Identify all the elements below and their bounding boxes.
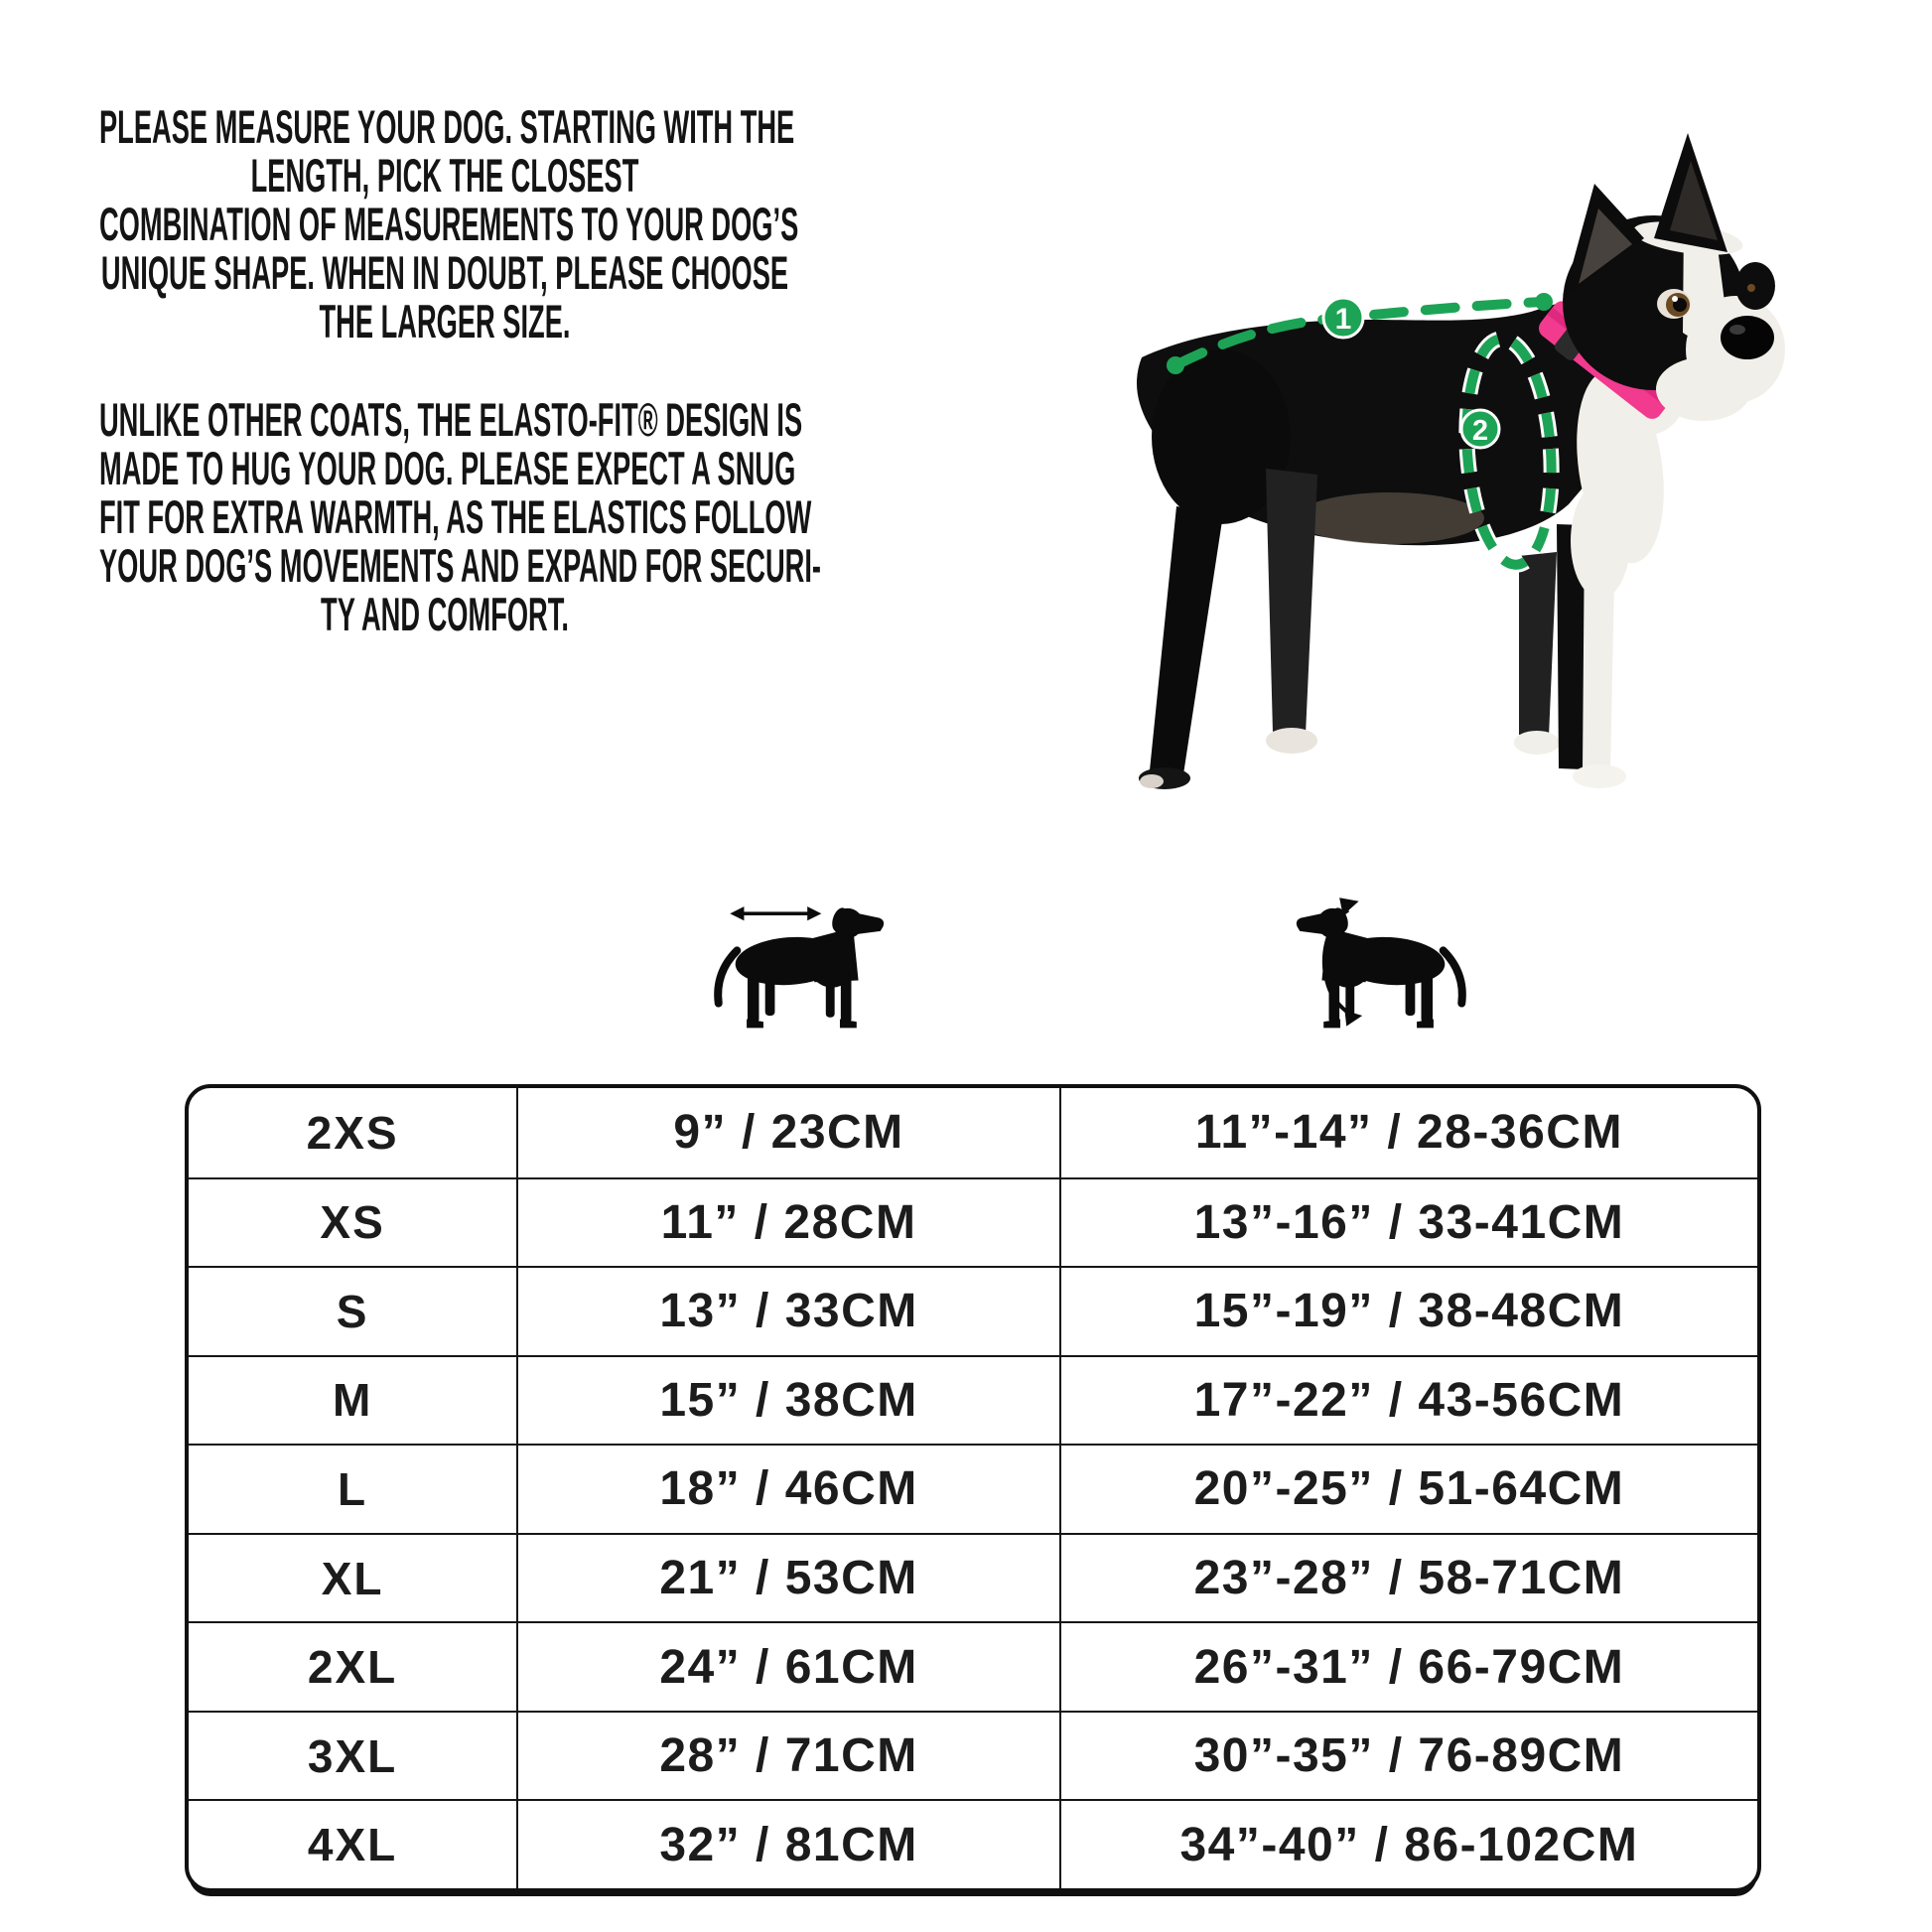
dog-nose (1721, 316, 1774, 359)
girth-cell: 11”-14” / 28-36CM (1059, 1088, 1757, 1177)
size-cell: 2XS (306, 1106, 399, 1159)
length-cell: 21” / 53CM (516, 1533, 1059, 1622)
length-cell: 11” / 28CM (516, 1177, 1059, 1267)
size-cell: L (189, 1444, 516, 1533)
size-cell: S (189, 1266, 516, 1355)
girth-cell: 17”-22” / 43-56CM (1059, 1355, 1757, 1445)
girth-cell: 34”-40” / 86-102CM (1059, 1799, 1757, 1888)
size-cell: XL (189, 1533, 516, 1622)
intro-line: PLEASE MEASURE YOUR DOG. STARTING WITH THE (99, 100, 795, 153)
girth-cell: 30”-35” / 76-89CM (1059, 1711, 1757, 1800)
length-cell: 15” / 38CM (516, 1355, 1059, 1445)
intro-line: UNLIKE OTHER COATS, THE ELASTO-FIT® DESIGN IS (99, 393, 803, 446)
intro-line: FIT FOR EXTRA WARMTH, AS THE ELASTICS FOLLOW (99, 490, 812, 543)
length-cell: 13” / 33CM (516, 1266, 1059, 1355)
dog-length-icon (709, 894, 894, 1044)
length-cell: 28” / 71CM (516, 1711, 1059, 1800)
dog-measurement-photo (1092, 89, 1847, 804)
intro-line: TY AND COMFORT. (321, 588, 569, 640)
marker-2-label: 2 (1471, 415, 1489, 447)
intro-line: COMBINATION OF MEASUREMENTS TO YOUR DOG’S (99, 198, 799, 250)
length-cell: 9” / 23CM (516, 1088, 1059, 1177)
girth-cell: 23”-28” / 58-71CM (1059, 1533, 1757, 1622)
length-cell: 32” / 81CM (516, 1799, 1059, 1888)
size-table (185, 1084, 1761, 1892)
girth-cell: 26”-31” / 66-79CM (1059, 1621, 1757, 1711)
dog-eye (1657, 289, 1691, 319)
size-cell: 3XL (189, 1711, 516, 1800)
size-cell: 2XL (189, 1621, 516, 1711)
marker-1-label: 1 (1334, 303, 1352, 336)
girth-cell: 13”-16” / 33-41CM (1059, 1177, 1757, 1267)
intro-line: MADE TO HUG YOUR DOG. PLEASE EXPECT A SNUG (99, 442, 796, 494)
size-cell: 4XL (189, 1799, 516, 1888)
length-arrow-icon (730, 906, 821, 920)
length-cell: 24” / 61CM (516, 1621, 1059, 1711)
size-cell: XS (189, 1177, 516, 1267)
size-cell: M (189, 1355, 516, 1445)
dog-silhouette (1297, 905, 1462, 1028)
intro-paragraph-elastofit (99, 393, 821, 640)
length-cell: 18” / 46CM (516, 1444, 1059, 1533)
intro-paragraph-measure (99, 100, 799, 347)
dog-silhouette (718, 905, 884, 1028)
dog-far-eye (1747, 284, 1755, 292)
girth-cell: 15”-19” / 38-48CM (1059, 1266, 1757, 1355)
intro-line: LENGTH, PICK THE CLOSEST (250, 149, 639, 202)
dog-girth-icon (1287, 894, 1471, 1044)
intro-line: YOUR DOG’S MOVEMENTS AND EXPAND FOR SECURI- (99, 539, 821, 592)
girth-cell: 20”-25” / 51-64CM (1059, 1444, 1757, 1533)
intro-line: UNIQUE SHAPE. WHEN IN DOUBT, PLEASE CHOOSE (100, 246, 789, 299)
intro-line: THE LARGER SIZE. (319, 295, 571, 347)
